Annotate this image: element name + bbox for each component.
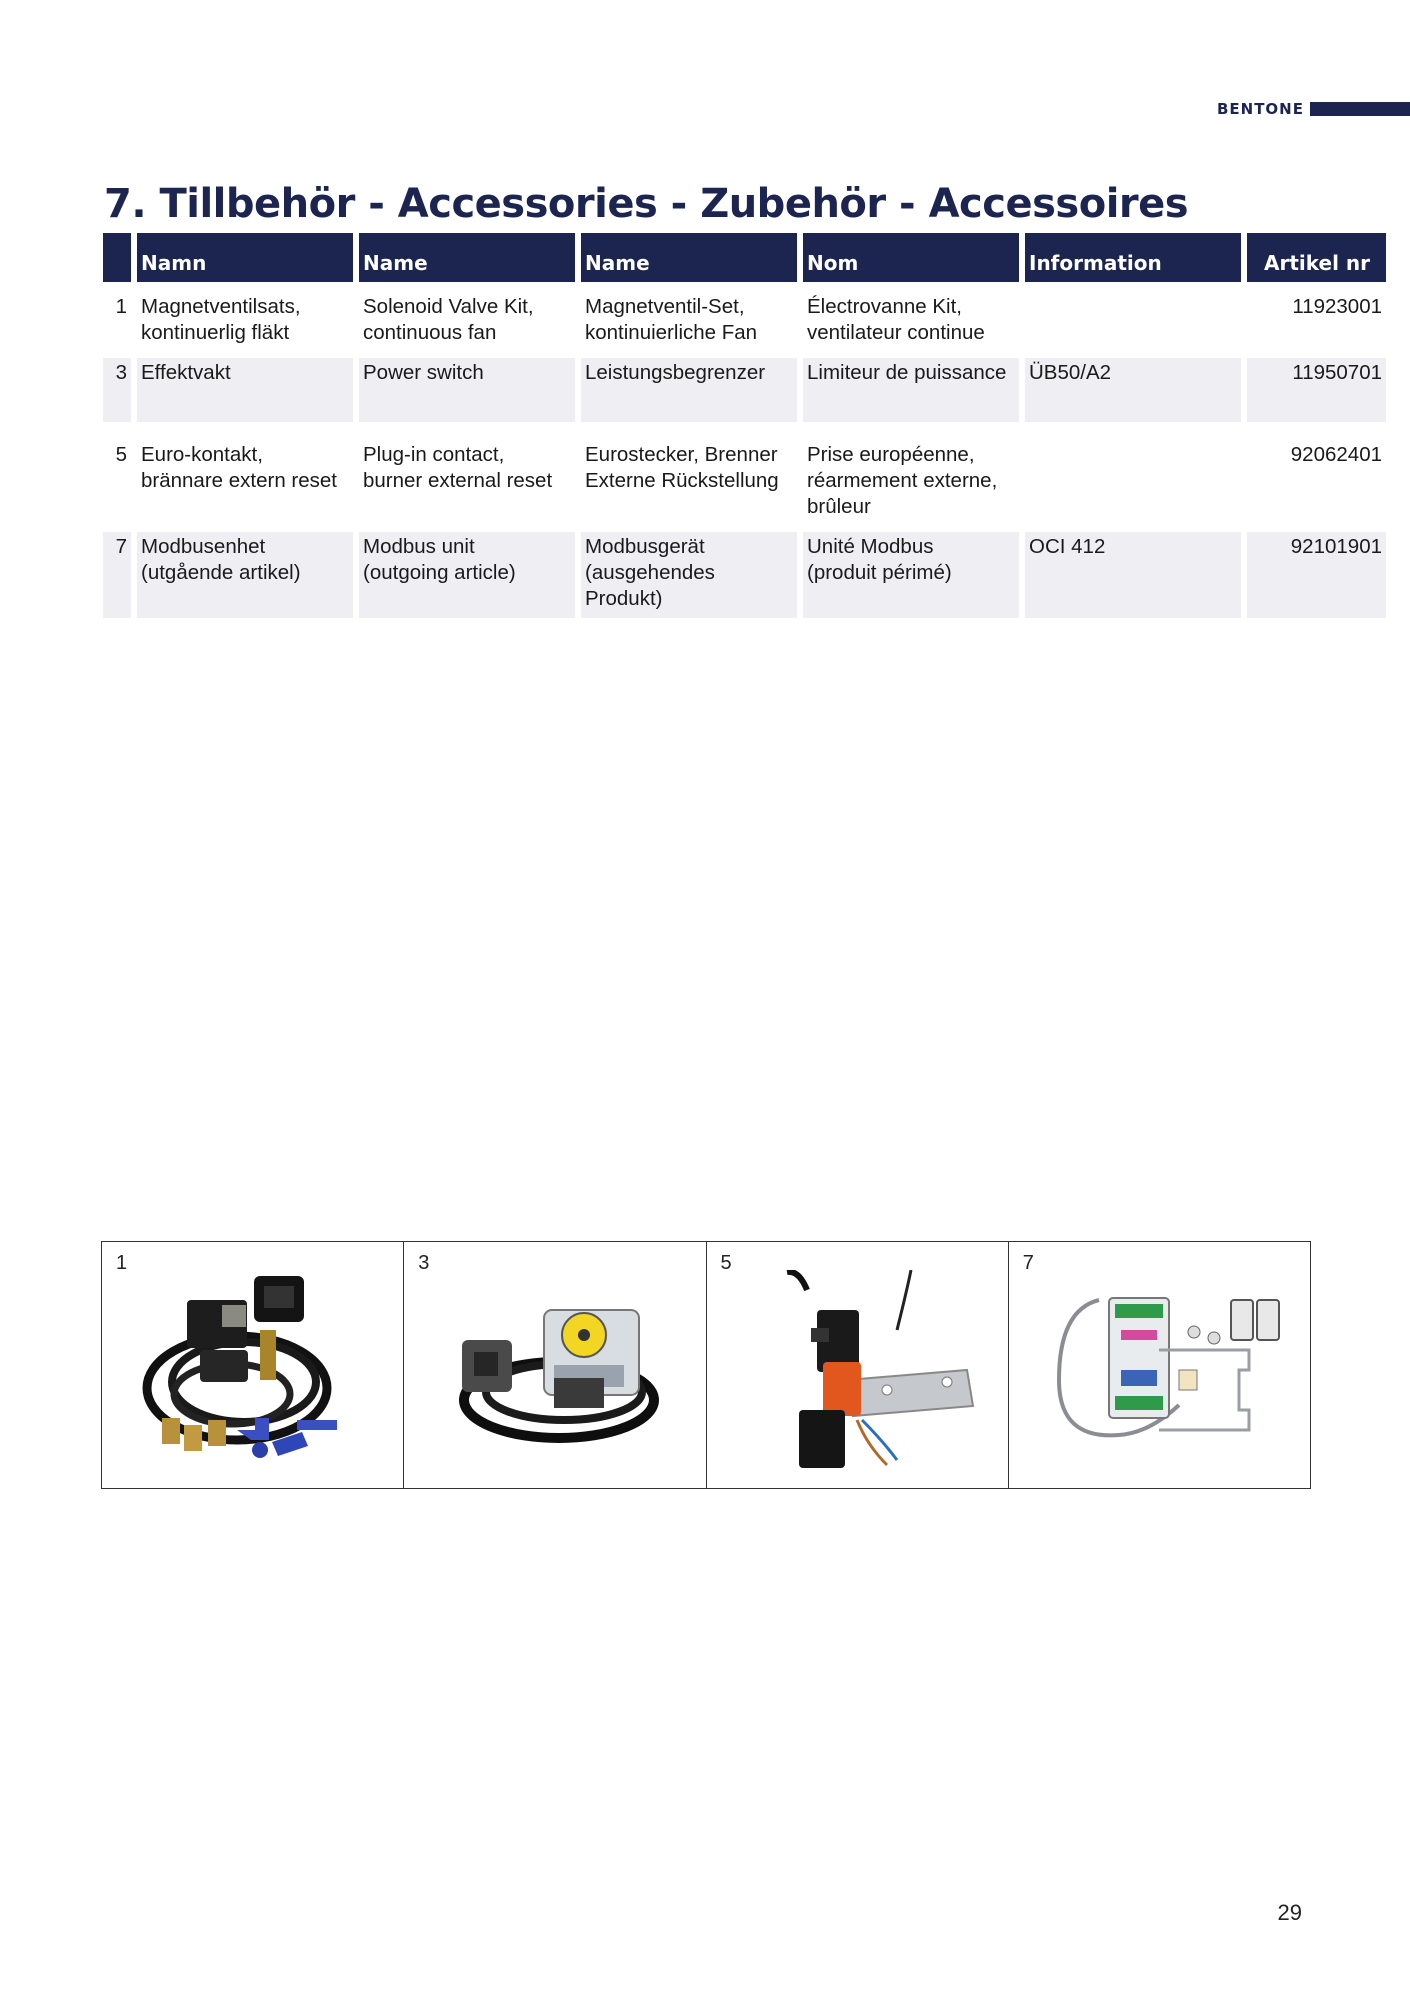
- image-cell: [102, 1242, 404, 1488]
- image-cell: [404, 1242, 706, 1488]
- cell-sv: Magnetventilsats, kontinuerlig fläkt: [141, 295, 301, 344]
- cell-sv: Modbusenhet (utgående artikel): [137, 532, 353, 618]
- cell-de: Eurostecker, Brenner Externe Rückstellung: [585, 443, 779, 492]
- accessories-table: [97, 233, 1392, 618]
- row-index: 3: [103, 358, 131, 422]
- header-index: [103, 233, 131, 282]
- table-row: [103, 358, 1386, 422]
- brand-name: BENTONE: [1216, 100, 1304, 118]
- table-row: [103, 292, 1386, 352]
- brand-header: [1217, 99, 1410, 119]
- cell-info: OCI 412: [1025, 532, 1241, 618]
- row-index: 1: [115, 295, 127, 318]
- table-header-row: [103, 233, 1386, 282]
- cell-article-number: 92062401: [1290, 443, 1382, 466]
- row-index: 5: [115, 443, 127, 466]
- table-row: [103, 532, 1386, 618]
- cell-en: Plug-in contact, burner external reset: [363, 443, 553, 492]
- euro-plug-contact-image: [737, 1270, 977, 1480]
- accessory-image-strip: [101, 1241, 1311, 1489]
- page-number: 29: [1277, 1900, 1302, 1925]
- cell-info: [1025, 292, 1241, 352]
- image-label: 5: [720, 1252, 732, 1274]
- solenoid-valve-kit-image: [132, 1270, 372, 1480]
- header-information: Information: [1025, 233, 1241, 282]
- cell-en: Power switch: [359, 358, 575, 422]
- power-switch-image: [434, 1270, 674, 1480]
- cell-de: Modbusgerät (ausgehendes Produkt): [581, 532, 797, 618]
- cell-article-number: 92101901: [1247, 532, 1386, 618]
- image-cell: [707, 1242, 1009, 1488]
- cell-de: Magnetventil-Set, kontinuierliche Fan: [585, 295, 758, 344]
- cell-de: Leistungsbegrenzer: [581, 358, 797, 422]
- image-label: 1: [116, 1252, 128, 1274]
- image-label: 3: [418, 1252, 430, 1274]
- table-row: [103, 428, 1386, 526]
- cell-article-number: 11923001: [1292, 295, 1382, 318]
- cell-fr: Électrovanne Kit, ventilateur continue: [807, 295, 985, 344]
- cell-sv: Euro-kontakt, brännare extern reset: [141, 443, 338, 492]
- cell-fr: Unité Modbus (produit périmé): [803, 532, 1019, 618]
- header-name-en: Name: [359, 233, 575, 282]
- cell-info: [1025, 428, 1241, 526]
- cell-info: ÜB50/A2: [1025, 358, 1241, 422]
- header-name-de: Name: [581, 233, 797, 282]
- cell-fr: Limiteur de puissance: [803, 358, 1019, 422]
- cell-en: Modbus unit (outgoing article): [359, 532, 575, 618]
- brand-bar: [1310, 102, 1410, 116]
- header-artikel-nr: Artikel nr: [1247, 233, 1386, 282]
- row-index: 7: [103, 532, 131, 618]
- image-cell: [1009, 1242, 1310, 1488]
- header-nom: Nom: [803, 233, 1019, 282]
- image-label: 7: [1022, 1252, 1034, 1274]
- cell-article-number: 11950701: [1247, 358, 1386, 422]
- modbus-unit-image: [1039, 1270, 1289, 1480]
- cell-sv: Effektvakt: [137, 358, 353, 422]
- cell-fr: Prise européenne, réarmement externe, brûleur: [807, 443, 998, 518]
- page-title: 7. Tillbehör - Accessories - Zubehör - Accessoires: [104, 181, 1189, 227]
- cell-en: Solenoid Valve Kit, continuous fan: [363, 295, 534, 344]
- header-namn: Namn: [137, 233, 353, 282]
